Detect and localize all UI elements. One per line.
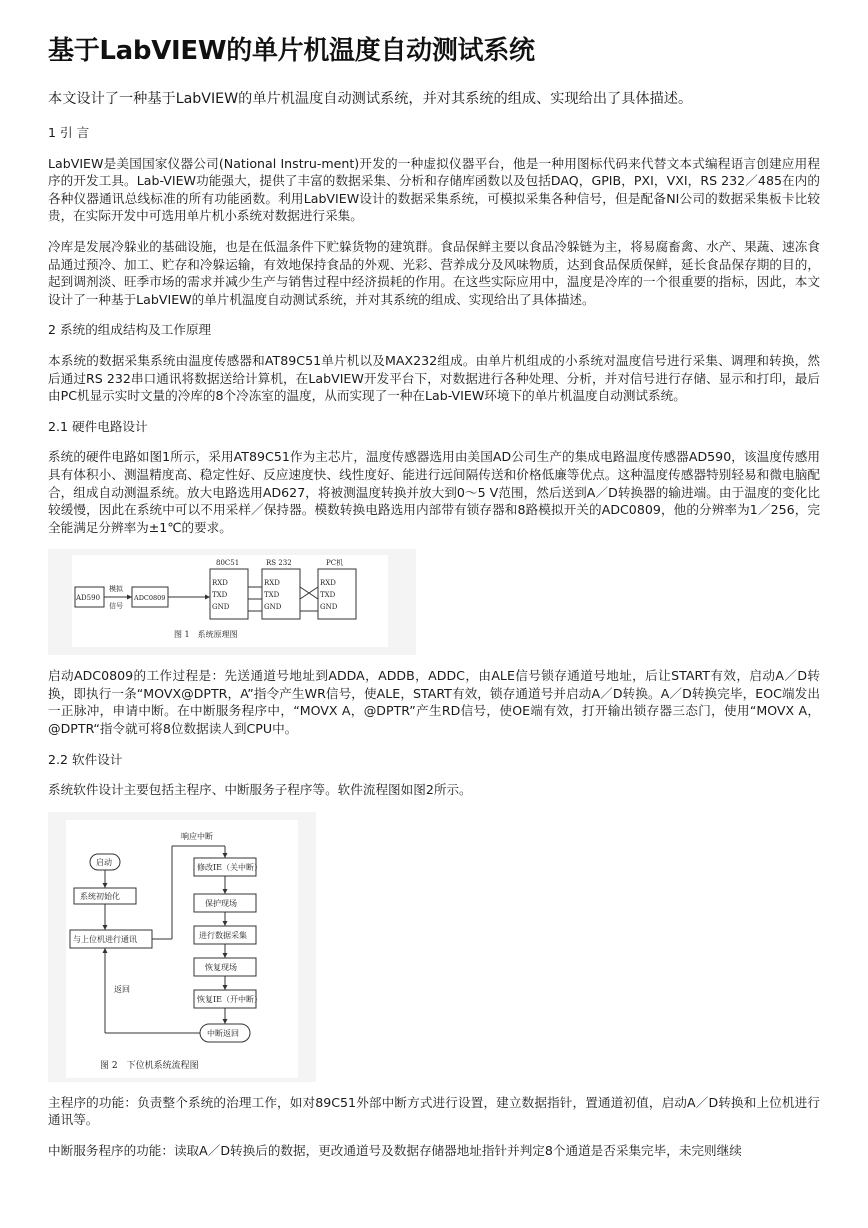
- flow-step-disable-ie: 修改IE（关中断）: [197, 862, 262, 872]
- rs232-rxd: RXD: [264, 579, 280, 588]
- page-title: 基于LabVIEW的单片机温度自动测试系统: [48, 36, 535, 66]
- flow-end: 中断返回: [207, 1028, 239, 1038]
- system-diagram-svg: [48, 549, 416, 655]
- flow-init: 系统初始化: [80, 891, 120, 901]
- paragraph-labview: LabVIEW是美国国家仪器公司(National Instru-ment)开发的一种虚拟仪器平台，他是一种用图标代码来代替文本式编程语言创建应用程序的开发工具。Lab-VIEW功能强大，提供了丰富的数据采集、分析和存储库函数以及包括DAQ，GPIB，PXI，VXI，RS 232／485在内的各种仪器通讯总线标准的所有功能函数。利用LabVIEW设计的数据采集系统，可模拟采集各种信号，但是配备NI公司的数据采集板卡比较贵，在实际开发中可选用单片机小系统对数据进行采集。: [48, 155, 820, 224]
- signal-label-top: 模拟: [109, 585, 123, 594]
- lead-paragraph: 本文设计了一种基于LabVIEW的单片机温度自动测试系统，并对其系统的组成、实现给出了具体描述。: [48, 91, 693, 107]
- pc-txd: TXD: [320, 591, 336, 600]
- adc-label: ADC0809: [134, 594, 166, 603]
- mcu-txd: TXD: [212, 591, 228, 600]
- paragraph-main-program: 主程序的功能：负责整个系统的治理工作，如对89C51外部中断方式进行设置，建立数据指针，置通道初值，启动A／D转换和上位机进行通讯等。: [48, 1094, 820, 1128]
- mcu-rxd: RXD: [212, 579, 228, 588]
- paragraph-interrupt: 中断服务程序的功能：读取A／D转换后的数据，更改通道号及数据存储器地址指针并判定8个通道是否采集完毕，未完则继续: [48, 1143, 742, 1159]
- flow-step-acquire: 进行数据采集: [199, 930, 247, 940]
- figure2-caption: 图 2 下位机系统流程图: [100, 1060, 199, 1071]
- paragraph-hardware: 系统的硬件电路如图1所示，采用AT89C51作为主芯片，温度传感器选用由美国AD公司生产的集成电路温度传感器AD590，该温度传感用具有体积小、测温精度高、稳定性好、反应速度快、线性度好、能进行远间隔传送和价格低廉等优点。这种温度传感器特别轻易和微电脑配合，组成自动测温系统。放大电路选用AD627，将被测温度转换并放大到0～5 V范围，然后送到A／D转换器的输进端。由于温度的变化比较缓慢，因此在系统中可以不用采样／保持器。模数转换电路选用内部带有锁存器和8路模拟开关的ADC0809，他的分辨率为1／256，完全能满足分辨率为±1℃的要求。: [48, 449, 820, 535]
- flow-start: 启动: [96, 857, 112, 867]
- rs232-gnd: GND: [264, 603, 282, 612]
- flow-comm: 与上位机进行通讯: [73, 934, 137, 944]
- paragraph-software: 系统软件设计主要包括主程序、中断服务子程序等。软件流程图如图2所示。: [48, 782, 472, 798]
- flowchart-svg: [48, 812, 316, 1082]
- section-heading-structure: 2 系统的组成结构及工作原理: [48, 322, 212, 338]
- flow-step-restore: 恢复现场: [205, 962, 237, 972]
- flow-step-save: 保护现场: [205, 898, 237, 908]
- rs232-label: RS 232: [266, 559, 292, 568]
- signal-label-bottom: 信号: [109, 602, 123, 611]
- flow-return: 返回: [114, 984, 130, 994]
- figure-flowchart: [48, 812, 316, 1082]
- section-heading-software: 2.2 软件设计: [48, 751, 123, 767]
- pc-rxd: RXD: [320, 579, 336, 588]
- ad590-label: AD590: [76, 594, 101, 603]
- rs232-txd: TXD: [264, 591, 280, 600]
- section-heading-hardware: 2.1 硬件电路设计: [48, 418, 148, 434]
- flow-step-enable-ie: 恢复IE（开中断）: [197, 994, 262, 1004]
- paragraph-system: 本系统的数据采集系统由温度传感器和AT89C51单片机以及MAX232组成。由单片机组成的小系统对温度信号进行采集、调理和转换，然后通过RS 232串口通讯将数据送给计算机，在LabVIEW开发平台下，对数据进行各种处理、分析，并对信号进行存储、显示和打印，最后由PC机显示实时文量的冷库的8个冷冻室的温度，从而实现了一种在Lab-VIEW环境下的单片机温度自动测试系统。: [48, 352, 820, 404]
- paragraph-cold-storage: 冷库是发展冷躲业的基础设施，也是在低温条件下贮躲货物的建筑群。食品保鲜主要以食品冷躲链为主，将易腐畜禽、水产、果蔬、速冻食品通过预冷、加工、贮存和冷躲运输，有效地保持食品的外观、光彩、营养成分及风味物质，达到食品保质保鲜，延长食品保存期的目的，起到调剂淡、旺季市场的需求并减少生产与销售过程中经济损耗的作用。在这些实际应用中，温度是冷库的一个很重要的指标，因此，本文设计了一种基于LabVIEW的单片机温度自动测试系统，并对其系统的组成、实现给出了具体描述。: [48, 238, 820, 307]
- pc-gnd: GND: [320, 603, 338, 612]
- section-heading-introduction: 1 引 言: [48, 125, 90, 140]
- paragraph-adc-process: 启动ADC0809的工作过程是：先送通道号地址到ADDA，ADDB，ADDC，由ALE信号锁存通道号地址，后让START有效，启动A／D转换，即执行一条“MOVX@DPTR，A”指令产生WR信号，使ALE，START有效，锁存通道号并启动A／D转换。A／D转换完毕，EOC端发出一正脉冲，申请中断。在中断服务程序中，“MOVX A，@DPTR”产生RD信号，使OE端有效，打开输出锁存器三态门，使用“MOVX A，@DPTR“指令就可将8位数据读人到CPU中。: [48, 668, 820, 737]
- figure1-caption: 图 1 系统原理图: [174, 630, 238, 640]
- figure-system-diagram: [48, 549, 416, 655]
- mcu-label: 80C51: [216, 559, 240, 568]
- flow-irq: 响应中断: [181, 831, 213, 841]
- pc-label: PC机: [326, 559, 344, 568]
- mcu-gnd: GND: [212, 603, 230, 612]
- article: [48, 34, 820, 1173]
